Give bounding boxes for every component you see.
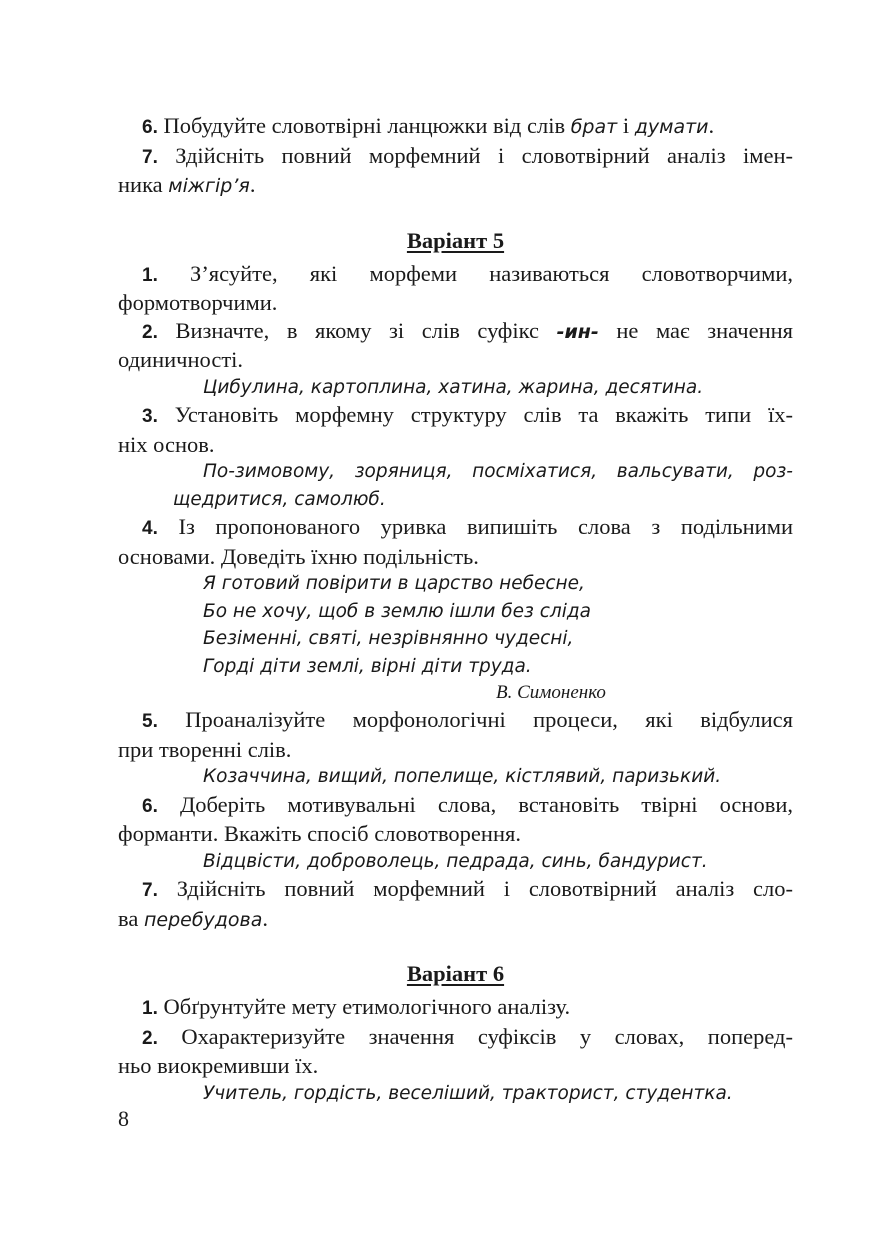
v5-task-7-line2: ва перебудова. [118, 905, 269, 931]
v5-task-3-line1: 3. Установіть морфемну структуру слів та вкажіть типи їх- [142, 402, 793, 427]
task-7-top-line2: ника міжгір’я. [118, 172, 256, 197]
v5-task-2-line2: одиничності. [118, 347, 244, 372]
variant-6-heading: Варіант 6 [406, 961, 505, 986]
v5-task-6-example: Відцвісти, доброволець, педрада, синь, бандурист. [203, 850, 708, 872]
task-6-top: 6. Побудуйте словотвірні ланцюжки від слів брат і думати. [142, 113, 715, 138]
task-7-top-line1: 7. Здійсніть повний морфемний і словотвірний аналіз імен- [142, 142, 793, 168]
v5-task-6-line1: 6. Доберіть мотивувальні слова, встановіть твірні основи, [142, 791, 793, 817]
v5-task-5-line1: 5. Проаналізуйте морфонологічні процеси, які відбулися [142, 707, 793, 732]
v5-task-2-example: Цибулина, картоплина, хатина, жарина, десятина. [203, 376, 704, 398]
variant-5-heading: Варіант 5 [406, 227, 505, 253]
v6-task-2-line1: 2. Охарактеризуйте значення суфіксів у словах, поперед- [142, 1023, 793, 1049]
poem-author: В. Симоненко [496, 682, 606, 703]
v5-task-7-line1: 7. Здійсніть повний морфемний і словотвірний аналіз сло- [142, 876, 793, 901]
poem-line: Безіменні, святі, незрівнянно чудесні, [203, 628, 574, 649]
v6-task-1: 1. Обґрунтуйте мету етимологічного аналізу. [142, 994, 571, 1019]
v5-task-4-line1: 4. Із пропонованого уривка випишіть слова з подільними [142, 514, 794, 539]
v5-task-1-line2: формотворчими. [118, 290, 278, 315]
v5-task-6-line2: форманти. Вкажіть спосіб словотворення. [118, 821, 521, 846]
v6-task-2-line2: ньо виокремивши їх. [118, 1053, 319, 1078]
v5-task-5-example: Козаччина, вищий, попелище, кістлявий, паризький. [203, 766, 722, 787]
v5-task-1-line1: 1. З’ясуйте, які морфеми називаються словотворчими, [142, 260, 794, 286]
poem-line: Горді діти землі, вірні діти труда. [203, 655, 532, 677]
v5-task-2-line1: 2. Визначте, в якому зі слів суфікс -ин- не має значення [142, 317, 793, 343]
v5-task-3-line2: ніх основ. [118, 431, 215, 457]
v5-task-5-line2: при творенні слів. [118, 736, 292, 762]
page-content [118, 112, 793, 1107]
v6-task-2-example: Учитель, гордість, веселіший, тракторист, студентка. [203, 1082, 733, 1104]
poem-line: Я готовий повірити в царство небесне, [203, 573, 585, 594]
v5-task-3-example-line2: щедритися, самолюб. [173, 488, 386, 510]
poem-line: Бо не хочу, щоб в землю ішли без сліда [203, 600, 591, 622]
poem-excerpt [118, 570, 793, 680]
v5-task-4-line2: основами. Доведіть їхню подільність. [118, 543, 479, 569]
v5-task-3-example-line1: По-зимовому, зоряниця, посміхатися, вальсувати, роз- [203, 461, 793, 482]
page-number: 8 [118, 1106, 129, 1131]
